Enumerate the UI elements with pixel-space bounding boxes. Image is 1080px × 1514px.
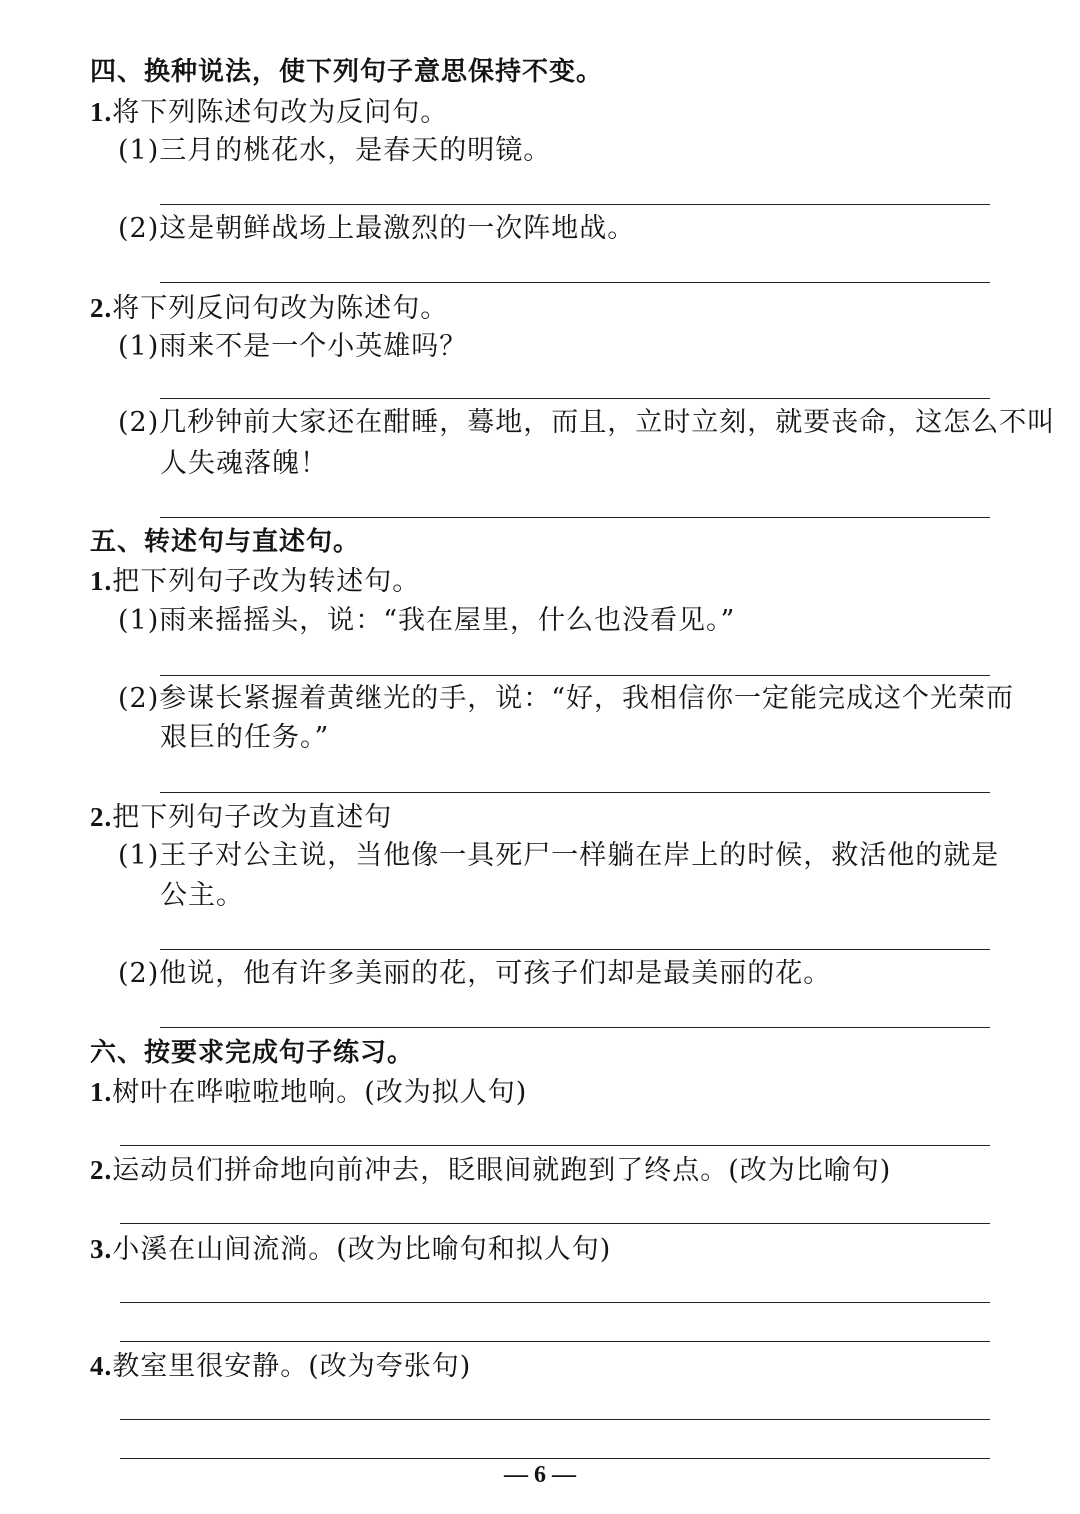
item-4-2-2: (2)几秒钟前大家还在酣睡，蓦地，而且，立时立刻，就要丧命，这怎么不叫 (118, 407, 1056, 438)
answer-line[interactable] (120, 1419, 990, 1420)
question-4-2 (90, 291, 448, 326)
answer-line[interactable] (160, 282, 990, 283)
answer-line[interactable] (120, 1458, 990, 1459)
question-number: 2. (90, 1155, 113, 1185)
question-text: 把下列句子改为直述句 (112, 802, 393, 833)
question-4-1 (90, 95, 448, 130)
answer-line[interactable] (160, 517, 990, 518)
question-6-3 (90, 1232, 611, 1267)
question-text: 将下列反问句改为陈述句。 (112, 293, 449, 324)
answer-line[interactable] (160, 398, 990, 399)
question-number: 4. (90, 1351, 113, 1381)
section-6-title: 六、按要求完成句子练习。 (90, 1038, 415, 1068)
question-text: 将下列陈述句改为反问句。 (112, 97, 449, 128)
answer-line[interactable] (160, 792, 990, 793)
question-6-2 (90, 1153, 891, 1188)
answer-line[interactable] (160, 204, 990, 205)
item-5-1-2-cont: 艰巨的任务。” (160, 722, 330, 753)
question-text: 小溪在山间流淌。(改为比喻句和拟人句) (112, 1234, 612, 1265)
item-5-2-2: (2)他说，他有许多美丽的花，可孩子们却是最美丽的花。 (118, 958, 832, 989)
item-4-1-1: (1)三月的桃花水，是春天的明镜。 (118, 135, 552, 166)
item-4-2-2-cont: 人失魂落魄！ (160, 448, 328, 479)
answer-line[interactable] (120, 1223, 990, 1224)
question-number: 1. (90, 566, 113, 596)
answer-line[interactable] (120, 1145, 990, 1146)
question-6-1 (90, 1075, 527, 1110)
answer-line[interactable] (160, 675, 990, 676)
question-number: 2. (90, 802, 113, 832)
question-5-1 (90, 564, 420, 599)
answer-line[interactable] (160, 1027, 990, 1028)
question-text: 教室里很安静。(改为夸张句) (112, 1351, 472, 1382)
question-number: 2. (90, 293, 113, 323)
section-4-title: 四、换种说法，使下列句子意思保持不变。 (90, 57, 604, 87)
item-4-2-1: (1)雨来不是一个小英雄吗？ (118, 331, 468, 362)
question-text: 把下列句子改为转述句。 (112, 566, 421, 597)
page-number: — 6 — (504, 1462, 576, 1488)
question-number: 1. (90, 97, 113, 127)
item-5-2-1-cont: 公主。 (160, 880, 244, 911)
question-number: 1. (90, 1077, 113, 1107)
answer-line[interactable] (160, 949, 990, 950)
question-6-4 (90, 1349, 471, 1384)
item-5-1-2: (2)参谋长紧握着黄继光的手，说：“好，我相信你一定能完成这个光荣而 (118, 683, 1015, 714)
answer-line[interactable] (120, 1341, 990, 1342)
item-5-1-1: (1)雨来摇摇头，说：“我在屋里，什么也没看见。” (118, 605, 736, 636)
answer-line[interactable] (120, 1302, 990, 1303)
question-text: 树叶在哗啦啦地响。(改为拟人句) (112, 1077, 528, 1108)
item-5-2-1: (1)王子对公主说，当他像一具死尸一样躺在岸上的时候，救活他的就是 (118, 840, 1000, 871)
question-5-2 (90, 800, 392, 835)
section-5-title: 五、转述句与直述句。 (90, 527, 361, 557)
item-4-1-2: (2)这是朝鲜战场上最激烈的一次阵地战。 (118, 213, 636, 244)
question-text: 运动员们拼命地向前冲去，眨眼间就跑到了终点。(改为比喻句) (112, 1155, 892, 1186)
question-number: 3. (90, 1234, 113, 1264)
